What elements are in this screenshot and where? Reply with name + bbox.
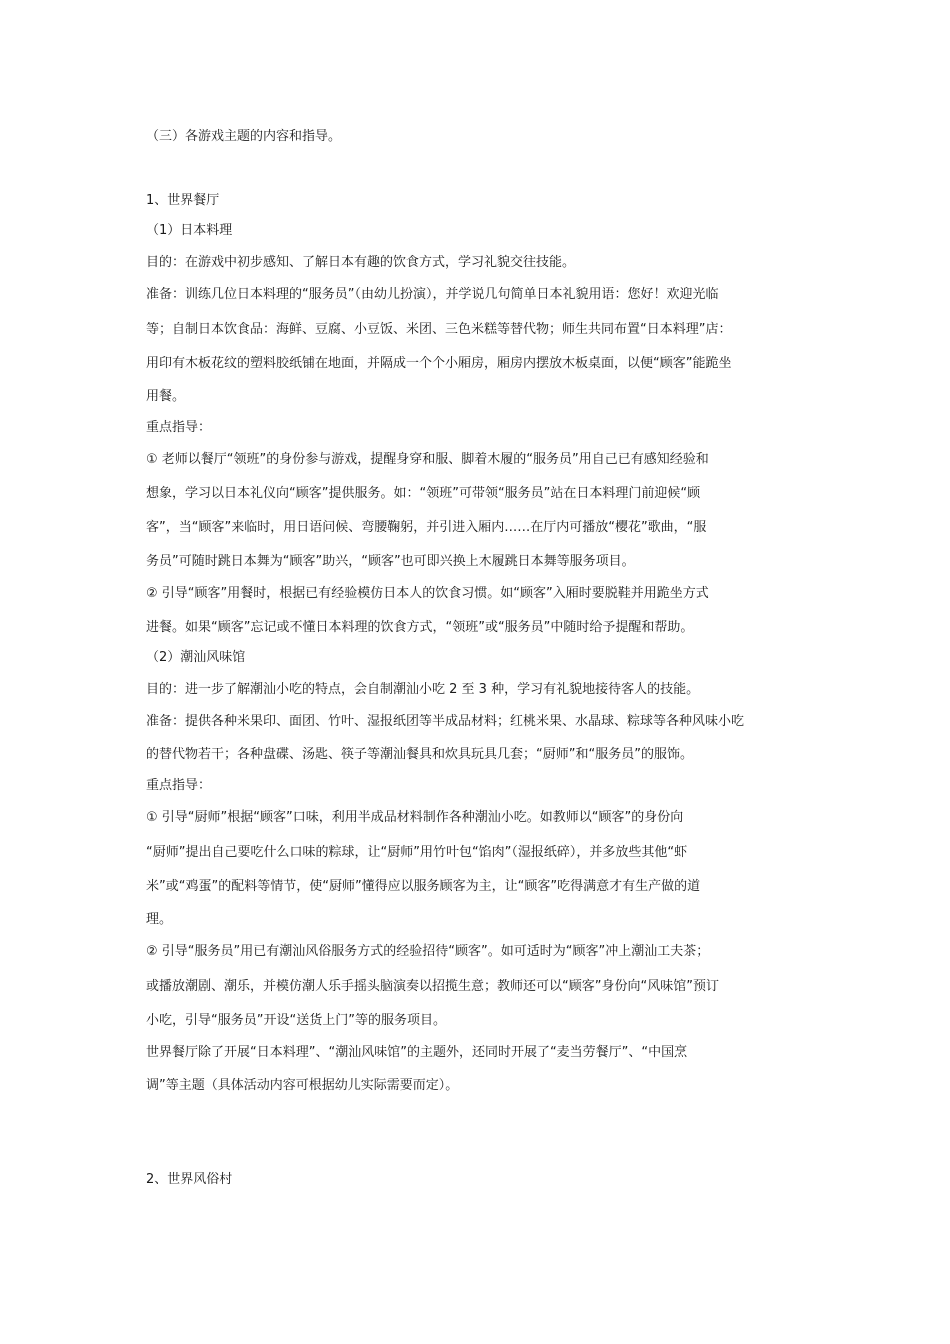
topic1-summary-line: 世界餐厅除了开展“日本料理”、“潮汕风味馆”的主题外，还同时开展了“麦当劳餐厅”、“中国烹: [146, 1045, 688, 1060]
section-heading: （三）各游戏主题的内容和指导。: [146, 129, 342, 144]
sub2-guide2-line: ② 引导“服务员”用已有潮汕风俗服务方式的经验招待“顾客”。如可适时为“顾客”冲上潮汕工夫茶；: [146, 944, 710, 959]
topic1-heading: 1、世界餐厅: [146, 193, 220, 208]
sub1-prep-line: 用印有木板花纹的塑料胶纸铺在地面，并隔成一个个小厢房，厢房内摆放木板桌面，以便“顾客”能跪坐: [146, 356, 732, 371]
sub1-heading: （1）日本料理: [146, 223, 233, 238]
sub2-guide1-line: 米”或“鸡蛋”的配料等情节，使“厨师”懂得应以服务顾客为主，让“顾客”吃得满意才有生产做的道: [146, 879, 701, 894]
sub2-prep-line: 的替代物若干；各种盘碟、汤匙、筷子等潮汕餐具和炊具玩具几套；“厨师”和“服务员”的服饰。: [146, 747, 693, 762]
sub2-guide2-line: 或播放潮剧、潮乐，并模仿潮人乐手摇头脑演奏以招揽生意；教师还可以“顾客”身份向“风味馆”预订: [146, 979, 719, 994]
sub2-guide-label: 重点指导：: [146, 778, 212, 793]
topic1-summary-line: 调”等主题（具体活动内容可根据幼儿实际需要而定）。: [146, 1078, 459, 1093]
sub2-guide1-line: ① 引导“厨师”根据“顾客”口味，利用半成品材料制作各种潮汕小吃。如教师以“顾客”的身份向: [146, 810, 684, 825]
sub1-guide2-line: 进餐。如果“顾客”忘记或不懂日本料理的饮食方式，“领班”或“服务员”中随时给予提醒和帮助。: [146, 620, 694, 635]
topic2-heading: 2、世界风俗村: [146, 1172, 233, 1187]
sub1-guide2-line: ② 引导“顾客”用餐时，根据已有经验模仿日本人的饮食习惯。如“顾客”入厢时要脱鞋并用跪坐方式: [146, 586, 709, 601]
sub2-purpose: 目的：进一步了解潮汕小吃的特点，会自制潮汕小吃 2 至 3 种，学习有礼貌地接待客人的技能。: [146, 682, 700, 697]
sub1-guide1-line: 想象，学习以日本礼仪向“顾客”提供服务。如：“领班”可带领“服务员”站在日本料理门前迎候“顾: [146, 486, 701, 501]
sub2-guide1-line: 理。: [146, 912, 173, 927]
sub1-guide1-line: ① 老师以餐厅“领班”的身份参与游戏，提醒身穿和服、脚着木履的“服务员”用自己已有感知经验和: [146, 452, 709, 467]
sub2-guide1-line: “厨师”提出自己要吃什么口味的粽球，让“厨师”用竹叶包“馅肉”（湿报纸碎），并多放些其他“虾: [146, 845, 688, 860]
sub1-purpose: 目的：在游戏中初步感知、了解日本有趣的饮食方式，学习礼貌交往技能。: [146, 255, 576, 270]
sub1-guide-label: 重点指导：: [146, 420, 212, 435]
sub2-heading: （2）潮汕风味馆: [146, 650, 246, 665]
sub2-guide2-line: 小吃，引导“服务员”开设“送货上门”等的服务项目。: [146, 1013, 446, 1028]
sub1-guide1-line: 务员”可随时跳日本舞为“顾客”助兴，“顾客”也可即兴换上木履跳日本舞等服务项目。: [146, 554, 635, 569]
sub1-guide1-line: 客”，当“顾客”来临时，用日语问候、弯腰鞠躬，并引进入厢内……在厅内可播放“樱花”歌曲，“服: [146, 520, 707, 535]
sub2-prep-line: 准备：提供各种米果印、面团、竹叶、湿报纸团等半成品材料；红桃米果、水晶球、粽球等各种风味小吃: [146, 714, 745, 729]
sub1-prep-line: 等；自制日本饮食品：海鲜、豆腐、小豆饭、米团、三色米糕等替代物；师生共同布置“日本料理”店：: [146, 322, 732, 337]
sub1-prep-line: 准备：训练几位日本料理的“服务员”（由幼儿扮演），并学说几句简单日本礼貌用语：您好！欢迎光临: [146, 287, 719, 302]
sub1-prep-line: 用餐。: [146, 389, 186, 404]
